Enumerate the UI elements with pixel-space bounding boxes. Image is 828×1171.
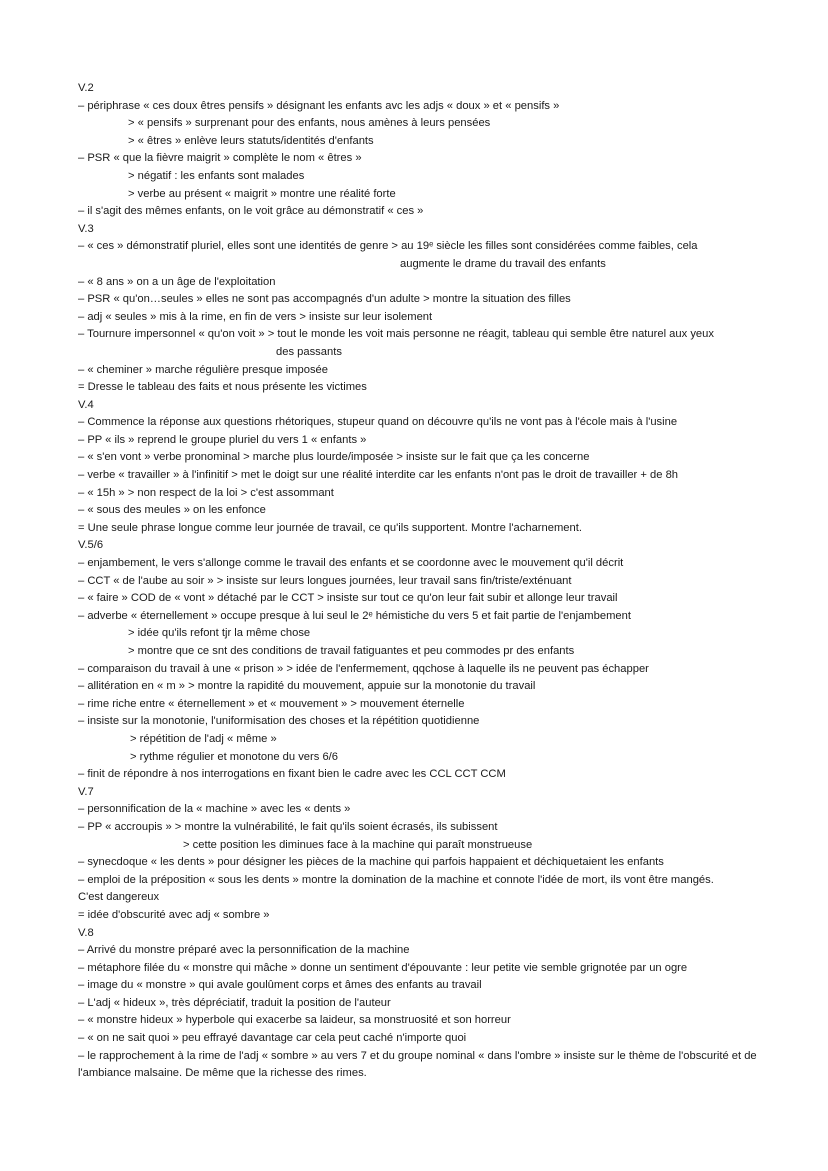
note-line: – image du « monstre » qui avale goulûment corps et âmes des enfants au travail [78,979,482,992]
note-line: – personnification de la « machine » avec les « dents » [78,803,351,816]
note-line: – métaphore filée du « monstre qui mâche » donne un sentiment d'épouvante : leur petite vie semble grignotée par un ogre [78,961,688,974]
note-line: – emploi de la préposition « sous les dents » montre la domination de la machine et connote l'idée de mort, ils vont être mangés. [78,873,714,886]
note-line: – PSR « qu'on…seules » elles ne sont pas accompagnés d'un adulte > montre la situation des filles [78,293,571,306]
section-heading: V.8 [78,926,94,939]
note-line: – « cheminer » marche régulière presque imposée [78,363,328,376]
note-line: – L'adj « hideux », très dépréciatif, traduit la position de l'auteur [78,996,391,1009]
note-line: – finit de répondre à nos interrogations en fixant bien le cadre avec les CCL CCT CCM [78,768,506,781]
note-line: – il s'agit des mêmes enfants, on le voit grâce au démonstratif « ces » [78,205,424,218]
section-heading: V.4 [78,398,94,411]
note-line: – « 15h » > non respect de la loi > c'est assommant [78,486,334,499]
note-line: – Arrivé du monstre préparé avec la personnification de la machine [78,944,410,957]
note-line: – insiste sur la monotonie, l'uniformisation des choses et la répétition quotidienne [78,715,480,728]
note-line: – « ces » démonstratif pluriel, elles sont une identités de genre > au 19ᵉ siècle les filles sont considérées comme faibles, cela [78,240,698,253]
note-line: – « on ne sait quoi » peu effrayé davantage car cela peut caché n'importe quoi [78,1032,467,1045]
note-line: – PP « ils » reprend le groupe pluriel du vers 1 « enfants » [78,433,367,446]
note-line: – adj « seules » mis à la rime, en fin de vers > insiste sur leur isolement [78,310,433,323]
note-line: – « s'en vont » verbe pronominal > marche plus lourde/imposée > insiste sur le fait que ça les concerne [78,451,590,464]
note-subline: > montre que ce snt des conditions de travail fatiguantes et peu commodes pr des enfants [128,645,575,657]
note-line: – PSR « que la fièvre maigrit » complète le nom « êtres » [78,152,362,165]
note-subline: > idée qu'ils refont tjr la même chose [128,627,311,640]
section-heading: V.3 [78,222,94,235]
note-continuation: des passants [276,345,342,358]
note-line: = Une seule phrase longue comme leur journée de travail, ce qu'ils supportent. Montre l'acharnement. [78,521,582,534]
note-line: – comparaison du travail à une « prison » > idée de l'enfermement, qqchose à laquelle ils ne peuvent pas échapper [78,662,649,675]
note-line: – CCT « de l'aube au soir » > insiste sur leurs longues journées, leur travail sans fin/triste/exténuant [78,574,572,587]
note-subline: > « pensifs » surprenant pour des enfants, nous amènes à leurs pensées [128,117,491,130]
note-line: – rime riche entre « éternellement » et « mouvement » > mouvement éternelle [78,697,465,710]
section-heading: V.7 [78,785,94,798]
note-line: – verbe « travailler » à l'infinitif > met le doigt sur une réalité interdite car les enfants n'ont pas le droit de travailler + de 8h [78,469,679,482]
note-line: = idée d'obscurité avec adj « sombre » [78,908,270,921]
section-heading: V.5/6 [78,539,104,552]
note-subline: > rythme régulier et monotone du vers 6/6 [130,750,339,763]
note-line: – le rapprochement à la rime de l'adj « sombre » au vers 7 et du groupe nominal « dans l'ombre » insiste sur le thème de l'obscurité et de l'ambiance malsaine. De même que la richesse des rimes. [78,1049,757,1080]
note-line: – PP « accroupis » > montre la vulnérabilité, le fait qu'ils soient écrasés, ils subissent [78,820,498,833]
note-line: – Commence la réponse aux questions rhétoriques, stupeur quand on découvre qu'ils ne vont pas à l'école mais à l'usine [78,416,678,429]
note-line: – « faire » COD de « vont » détaché par le CCT > insiste sur tout ce qu'on leur fait subir et allonge leur travail [78,592,618,605]
note-line: = Dresse le tableau des faits et nous présente les victimes [78,381,367,394]
note-line: – synecdoque « les dents » pour désigner les pièces de la machine qui parfois happaient et déchiquetaient les enfants [78,856,664,869]
note-line: – enjambement, le vers s'allonge comme le travail des enfants et se coordonne avec le mouvement qu'il décrit [78,557,624,570]
note-line: – allitération en « m » > montre la rapidité du mouvement, appuie sur la monotonie du travail [78,680,536,693]
note-line: – adverbe « éternellement » occupe presque à lui seul le 2ᵉ hémistiche du vers 5 et fait partie de l'enjambement [78,609,631,622]
note-line: – « monstre hideux » hyperbole qui exacerbe sa laideur, sa monstruosité et son horreur [78,1014,511,1027]
note-continuation: C'est dangereux [78,891,160,904]
section-heading: V.2 [78,82,94,94]
note-line: – Tournure impersonnel « qu'on voit » > tout le monde les voit mais personne ne réagit, tableau qui semble être naturel aux yeux [78,328,714,341]
note-subline: > verbe au présent « maigrit » montre une réalité forte [128,187,396,200]
note-line: – « 8 ans » on a un âge de l'exploitation [78,275,276,288]
note-line: – périphrase « ces doux êtres pensifs » désignant les enfants avc les adjs « doux » et « pensifs » [78,99,560,112]
note-subline: > « êtres » enlève leurs statuts/identités d'enfants [128,134,374,147]
note-subline: > répétition de l'adj « même » [130,732,277,745]
note-line: – « sous des meules » on les enfonce [78,504,266,517]
note-subline: > négatif : les enfants sont malades [128,169,305,182]
note-subline: > cette position les diminues face à la machine qui paraît monstrueuse [183,838,533,851]
note-continuation: augmente le drame du travail des enfants [400,257,606,270]
